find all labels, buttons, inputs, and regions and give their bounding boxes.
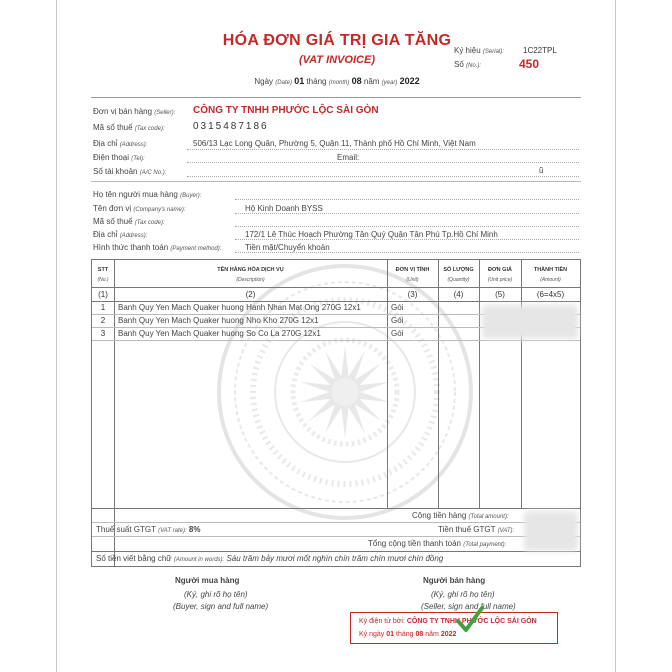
buyer-address-label — [93, 230, 147, 239]
row-line — [92, 522, 580, 523]
in-words-value: Sáu trăm bảy mươi mốt nghìn chín trăm chín mươi chín đồng — [226, 554, 444, 563]
esign-year: 2022 — [440, 631, 457, 638]
buyer-company-label-text: Tên đơn vị — [93, 204, 132, 213]
seller-name-hint: (Seller): — [154, 110, 176, 116]
th-no-en: (No.) — [97, 277, 109, 283]
th-amount: THÀNH TIỀN — [533, 267, 568, 273]
item-description: Banh Quy Yen Mach Quaker huong Hanh Nhan Mat Ong 270G 12x1 — [118, 303, 361, 312]
date-day: 01 — [294, 76, 305, 86]
check-icon — [455, 605, 485, 635]
buyer-address-label-text: Địa chỉ — [93, 230, 118, 239]
item-unit: Gói — [391, 316, 404, 325]
dotted-line — [235, 239, 579, 240]
seller-account-tail: ũ — [539, 166, 544, 175]
divider — [91, 97, 581, 98]
index-cell: (1) — [98, 290, 108, 299]
items-table — [91, 259, 581, 567]
buyer-signature-sub-en: (Buyer, sign and full name) — [173, 602, 269, 611]
seller-account-label — [93, 167, 166, 176]
buyer-address: 172/1 Lê Thúc Hoạch Phường Tân Quý Quận Tân Phú Tp.Hồ Chí Minh — [245, 230, 498, 239]
buyer-tax-label-text: Mã số thuế — [93, 217, 133, 226]
serial-value: 1C22TPL — [523, 46, 557, 55]
index-cell: (6=4x5) — [536, 290, 565, 299]
buyer-address-hint: (Address): — [119, 233, 148, 239]
dotted-line — [235, 252, 579, 253]
seller-phone-label — [93, 153, 145, 162]
payment-label-text: Hình thức thanh toán — [93, 243, 169, 252]
seller-address-label-text: Địa chỉ — [93, 139, 118, 148]
esign-name: CÔNG TY TNHH PHƯỚC LỘC SÀI GÒN — [406, 618, 537, 625]
th-unit: ĐƠN VỊ TÍNH — [395, 267, 430, 273]
buyer-company: Hộ Kinh Doanh BYSS — [245, 204, 323, 213]
buyer-name-hint: (Buyer): — [180, 193, 202, 199]
subtotal-label-text: Cộng tiền hàng — [412, 511, 467, 520]
th-unit-en: (Unit) — [406, 277, 419, 283]
index-cell: (4) — [453, 290, 464, 299]
vat-rate-label-text: Thuế suất GTGT — [96, 525, 156, 534]
totals-top — [92, 508, 580, 509]
th-amount-en: (Amount) — [540, 277, 561, 283]
invoice-number: 450 — [519, 57, 540, 71]
in-words-label: Số tiền viết bằng chữ — [96, 554, 172, 563]
buyer-company-label — [93, 204, 186, 213]
seller-account-label-text: Số tài khoản — [93, 167, 138, 176]
row-line — [92, 551, 580, 552]
seller-signature-title: Người bán hàng — [423, 576, 486, 585]
th-unit-price: ĐƠN GIÁ — [488, 267, 512, 273]
dotted-line — [235, 226, 579, 227]
th-no: STT — [97, 267, 109, 273]
date-hint: (Date) — [275, 80, 292, 86]
invoice-sheet — [56, 0, 616, 672]
vat-amount-hint: (VAT): — [497, 528, 515, 534]
vat-rate-value: 8% — [188, 525, 201, 534]
index-cell: (5) — [495, 290, 505, 299]
year-hint: (year) — [381, 80, 398, 86]
serial-label — [454, 46, 504, 55]
number-label-text: Số — [454, 60, 464, 69]
seller-address-hint: (Address): — [119, 142, 148, 148]
redacted-amounts — [482, 305, 578, 339]
item-unit: Gói — [391, 329, 404, 338]
date-month: 08 — [351, 76, 362, 86]
number-hint: (No.): — [466, 63, 482, 69]
th-description: TÊN HÀNG HÓA DỊCH VỤ — [217, 267, 284, 273]
buyer-tax-label — [93, 217, 165, 226]
grand-total-label-text: Tổng cộng tiền thanh toán — [368, 539, 461, 548]
grand-total-label — [368, 539, 506, 548]
amount-in-words — [96, 554, 443, 563]
th-description-en: (Description) — [236, 277, 265, 283]
divider — [91, 181, 581, 182]
header-bottom — [92, 287, 580, 288]
payment-label — [93, 243, 221, 252]
item-no: 1 — [100, 303, 106, 312]
seller-signature-sub: (Ký, ghi rõ họ tên) — [431, 590, 495, 599]
seller-name: CÔNG TY TNHH PHƯỚC LỘC SÀI GÒN — [193, 105, 379, 116]
buyer-tax-hint: (Tax code): — [134, 220, 165, 226]
seller-name-label — [93, 107, 175, 116]
redacted-totals — [524, 511, 578, 551]
th-quantity: SỐ LƯỢNG — [443, 267, 474, 273]
electronic-signature-box — [350, 612, 558, 644]
invoice-date — [57, 76, 617, 86]
dotted-line — [187, 176, 579, 177]
esign-year-label: năm — [425, 631, 439, 638]
esign-date — [359, 631, 456, 638]
esign-month: 08 — [415, 631, 424, 638]
esign-day: 01 — [386, 631, 395, 638]
seller-phone-label-text: Điện thoại — [93, 153, 130, 162]
seller-account-hint: (A/C No.): — [139, 170, 167, 176]
payment-hint: (Payment method): — [170, 246, 222, 252]
subtotal-hint: (Total amount): — [468, 514, 509, 520]
invoice-subtitle: (VAT INVOICE) — [299, 54, 375, 66]
seller-address-label — [93, 139, 147, 148]
seller-address: 506/13 Lạc Long Quân, Phường 5, Quận 11, Thành phố Hồ Chí Minh, Việt Nam — [193, 139, 476, 148]
buyer-signature-title: Người mua hàng — [175, 576, 240, 585]
serial-hint: (Serial): — [482, 49, 504, 55]
seller-tax-code: 0315487186 — [193, 121, 269, 132]
seller-name-label-text: Đơn vị bán hàng — [93, 107, 153, 116]
dotted-line — [235, 213, 579, 214]
item-description: Banh Quy Yen Mach Quaker huong Nho Kho 270G 12x1 — [118, 316, 319, 325]
number-label — [454, 60, 481, 69]
item-no: 2 — [100, 316, 106, 325]
year-label: năm — [363, 77, 380, 86]
date-year: 2022 — [399, 76, 420, 86]
buyer-name-label — [93, 190, 201, 199]
esign-label: Ký điện tử bởi: — [359, 618, 405, 625]
row-line — [92, 536, 580, 537]
buyer-signature-sub: (Ký, ghi rõ họ tên) — [184, 590, 248, 599]
vat-amount-label-text: Tiền thuế GTGT — [438, 525, 496, 534]
buyer-name-label-text: Họ tên người mua hàng — [93, 190, 178, 199]
serial-label-text: Ký hiệu — [454, 46, 481, 55]
col-divider — [114, 260, 115, 566]
th-unit-price-en: (Unit price) — [487, 277, 513, 283]
dotted-line — [187, 149, 579, 150]
index-row-bottom — [92, 301, 580, 302]
seller-tax-label — [93, 123, 165, 132]
month-label: tháng — [306, 77, 327, 86]
payment-method: Tiền mặt/Chuyển khoản — [245, 243, 330, 252]
item-no: 3 — [100, 329, 106, 338]
buyer-company-hint: (Company's name): — [133, 207, 186, 213]
invoice-title: HÓA ĐƠN GIÁ TRỊ GIA TĂNG — [222, 32, 452, 49]
seller-tax-label-text: Mã số thuế — [93, 123, 133, 132]
seller-signature-sub-en: (Seller, sign and full name) — [421, 602, 516, 611]
row-line — [92, 340, 580, 341]
month-hint: (month) — [328, 80, 350, 86]
grand-total-hint: (Total payment): — [463, 542, 507, 548]
item-description: Banh Quy Yen Mach Quaker huong So Co La 270G 12x1 — [118, 329, 321, 338]
vat-rate-hint: (VAT rate): — [158, 528, 187, 534]
item-unit: Gói — [391, 303, 404, 312]
seller-phone-hint: (Tel): — [131, 156, 145, 162]
esign-date-label: Ký ngày — [359, 631, 385, 638]
seller-tax-hint: (Tax code): — [134, 126, 165, 132]
in-words-hint: (Amount in words): — [173, 557, 225, 563]
subtotal-label — [412, 511, 509, 520]
esign-month-label: tháng — [396, 631, 414, 638]
index-cell: (3) — [407, 290, 418, 299]
esign-by — [359, 618, 537, 625]
dotted-line — [235, 199, 579, 200]
vat-rate-label — [96, 525, 200, 534]
dotted-line — [187, 162, 579, 163]
seller-email-label: Email: — [337, 153, 360, 162]
date-prefix: Ngày — [254, 77, 274, 86]
th-quantity-en: (Quantity) — [447, 277, 470, 283]
vat-amount-label — [438, 525, 514, 534]
index-cell: (2) — [245, 290, 256, 299]
